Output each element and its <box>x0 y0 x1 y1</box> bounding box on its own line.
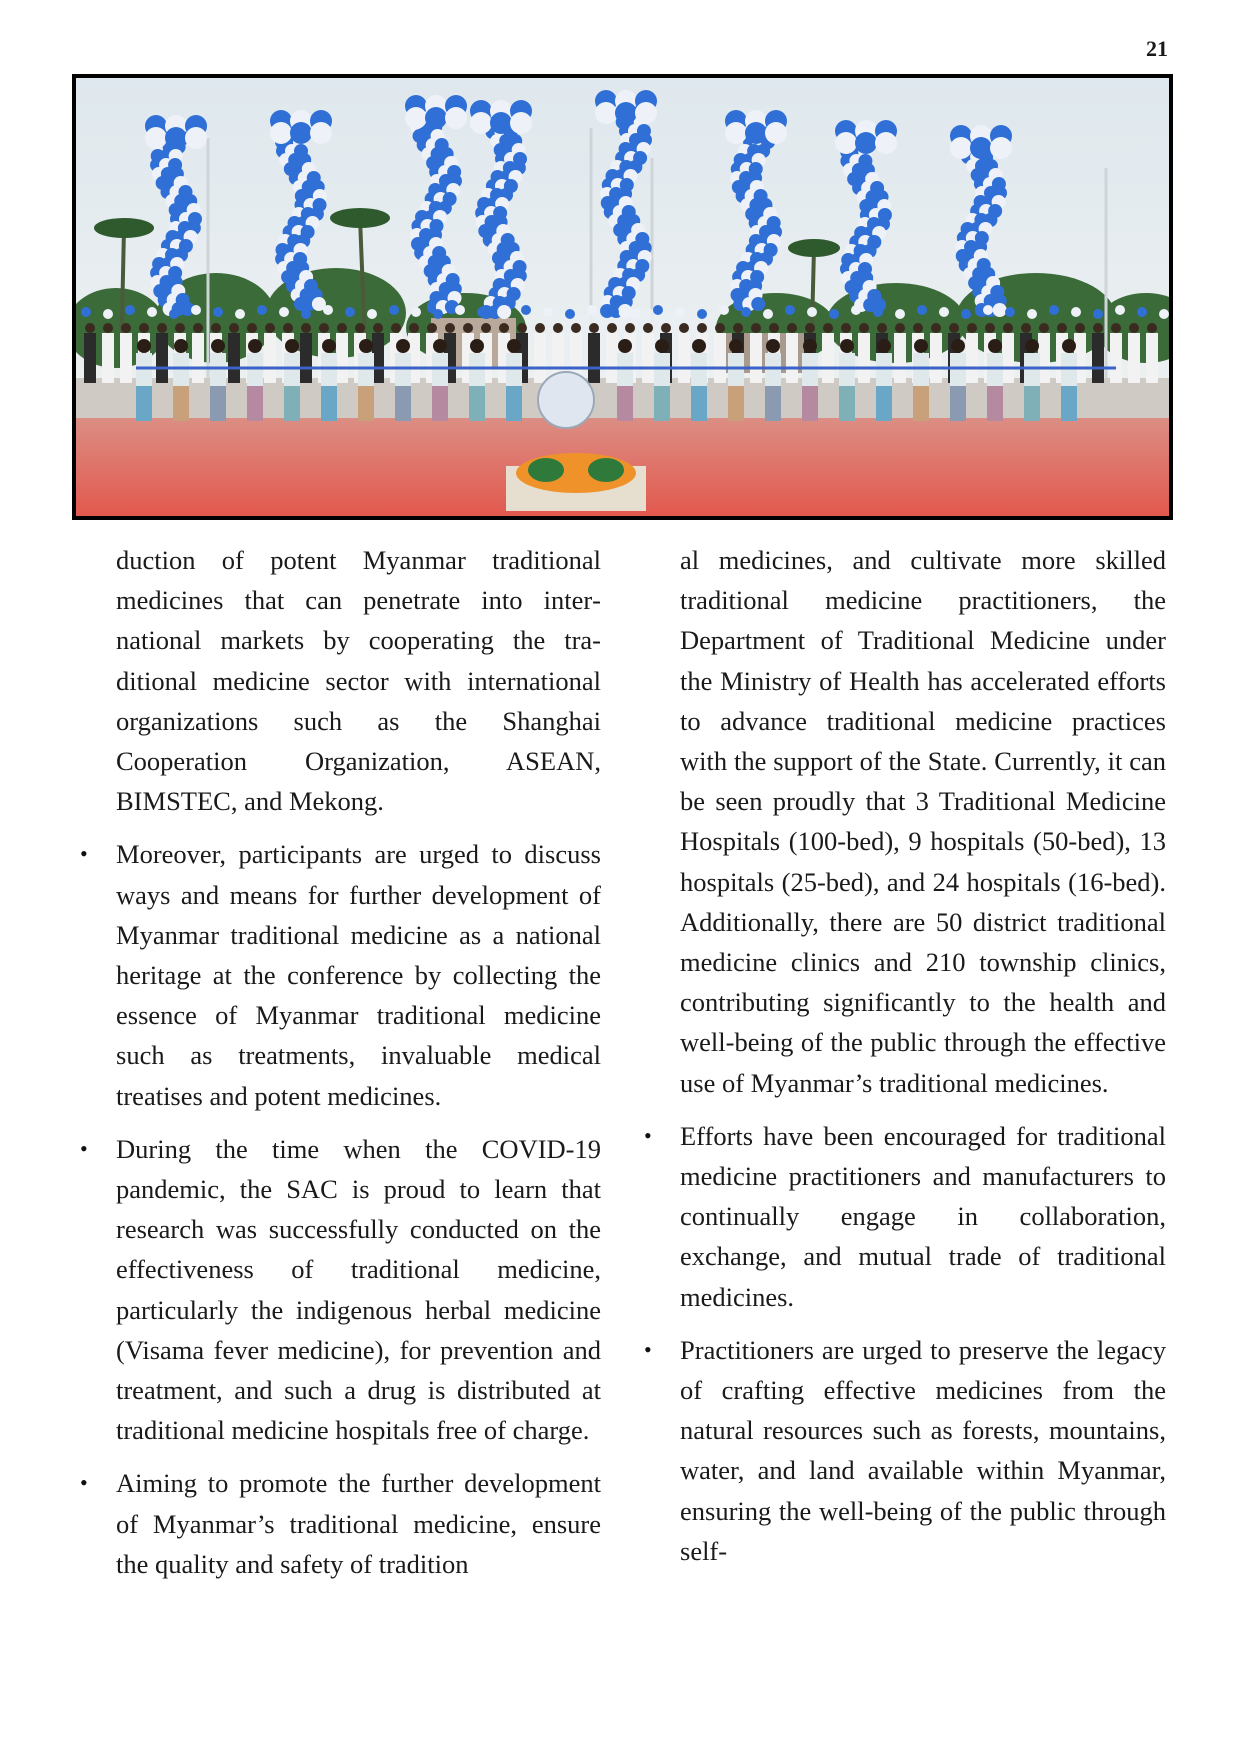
left-column <box>116 540 601 1597</box>
right-column <box>680 540 1166 1584</box>
right-continued-paragraph: al medicines, and cultivate more skilled traditional medicine practitioners, the Department of Traditional Medicine under the Ministry of Health has accelerated efforts to advance traditional medicine practices with the support of the State. Currently, it can be seen proudly that 3 Traditional Medicine Hospitals (100-bed), 9 hospitals (50-bed), 13 hospitals (25-bed), and 24 hospitals (16-bed). Additionally, there are 50 district traditional medicine clinics and 210 township clinics, contributing significantly to the health and well-being of the public through the effective use of Myanmar’s traditional medicines. <box>680 545 1166 1098</box>
list-item: • During the time when the COVID-19 pandemic, the SAC is proud to learn that research was successfully conducted on the effectiveness of traditional medicine, particularly the indigenous herbal medicine (Visama fever medicine), for prevention and treatment, and such a drug is distributed at traditional medicine hospitals free of charge. <box>116 1129 601 1451</box>
ceremony-photo <box>72 74 1173 520</box>
list-item: • Moreover, participants are urged to discuss ways and means for further development of Myanmar traditional medicine as a national heritage at the conference by collecting the essence of Myanmar traditional medicine such as treatments, invaluable medical treatises and potent medicines. <box>116 834 601 1115</box>
list-item: • Practitioners are urged to preserve the legacy of crafting effective medicines from the natural resources such as forests, mountains, water, and land available within Myanmar, ensuring the well-being of the public through self- <box>680 1330 1166 1571</box>
ribbon-cutting-ceremony-image <box>76 78 1169 516</box>
page-number: 21 <box>1146 36 1168 61</box>
list-item: • Efforts have been encouraged for traditional medicine practitioners and manufacturers to continually engage in collaboration, exchange, and mutual trade of traditional medicines. <box>680 1116 1166 1317</box>
list-item: • Aiming to promote the further development of Myanmar’s traditional medicine, ensure the quality and safety of tradition <box>116 1463 601 1584</box>
left-continued-paragraph: duction of potent Myanmar traditional medicines that can penetrate into international markets by cooperating the traditional medicine sector with international organizations such as the Shanghai Cooperation Organization, ASEAN, BIMSTEC, and Mekong. <box>116 545 601 817</box>
